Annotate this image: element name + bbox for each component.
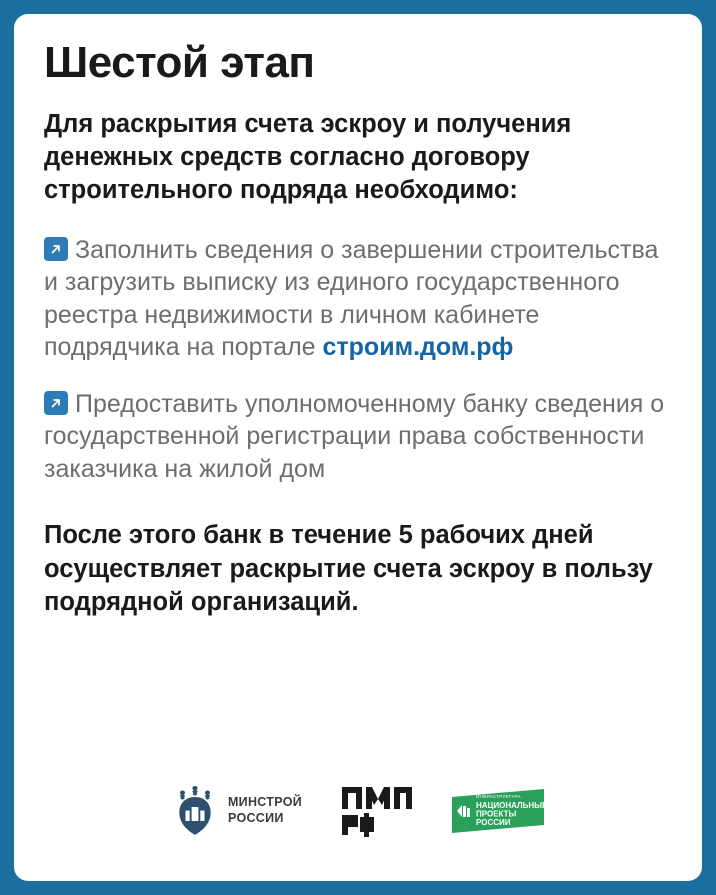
arrow-up-right-icon — [44, 237, 68, 261]
minstroy-line-2: РОССИИ — [227, 811, 284, 825]
page-title: Шестой этап — [44, 38, 315, 87]
domrf-logo — [340, 783, 414, 839]
list-item-text: Заполнить сведения о завершении строительства и загрузить выписку из единого государственного реестра недвижимости в личном кабинете подрядчика на портале — [44, 235, 659, 362]
russian-coat-of-arms-icon — [172, 784, 218, 838]
minstroy-line-1: МИНСТРОЙ — [227, 795, 303, 810]
minstroy-logo — [172, 784, 302, 838]
svg-text:НАЦИОНАЛЬНЫЕ: НАЦИОНАЛЬНЫЕ — [476, 801, 545, 810]
arrow-up-right-icon — [44, 391, 68, 415]
intro-paragraph: Для раскрытия счета эскроу и получения денежных средств согласно договору строительного подряда необходимо: — [44, 110, 572, 205]
portal-link[interactable]: строим.дом.рф — [322, 333, 514, 362]
list-item-text: Предоставить уполномоченному банку сведения о государственной регистрации права собственности заказчика на жилой дом — [44, 389, 665, 483]
minstroy-logo-text — [228, 795, 302, 826]
svg-text:ПРОЕКТЫ: ПРОЕКТЫ — [476, 809, 517, 819]
national-projects-logo-icon — [452, 787, 544, 835]
national-projects-logo — [452, 787, 544, 835]
dom-rf-logo-icon — [340, 783, 414, 839]
list-item — [44, 388, 672, 486]
list-item — [44, 234, 672, 364]
svg-text:ИНФРАСТРУКТУРА: ИНФРАСТРУКТУРА — [476, 794, 521, 799]
closing-paragraph: После этого банк в течение 5 рабочих дней осуществляет раскрытие счета эскроу в пользу подрядной организаций. — [44, 521, 653, 617]
info-card — [14, 14, 702, 881]
logo-row — [14, 783, 702, 839]
svg-text:РОССИИ: РОССИИ — [476, 818, 511, 827]
